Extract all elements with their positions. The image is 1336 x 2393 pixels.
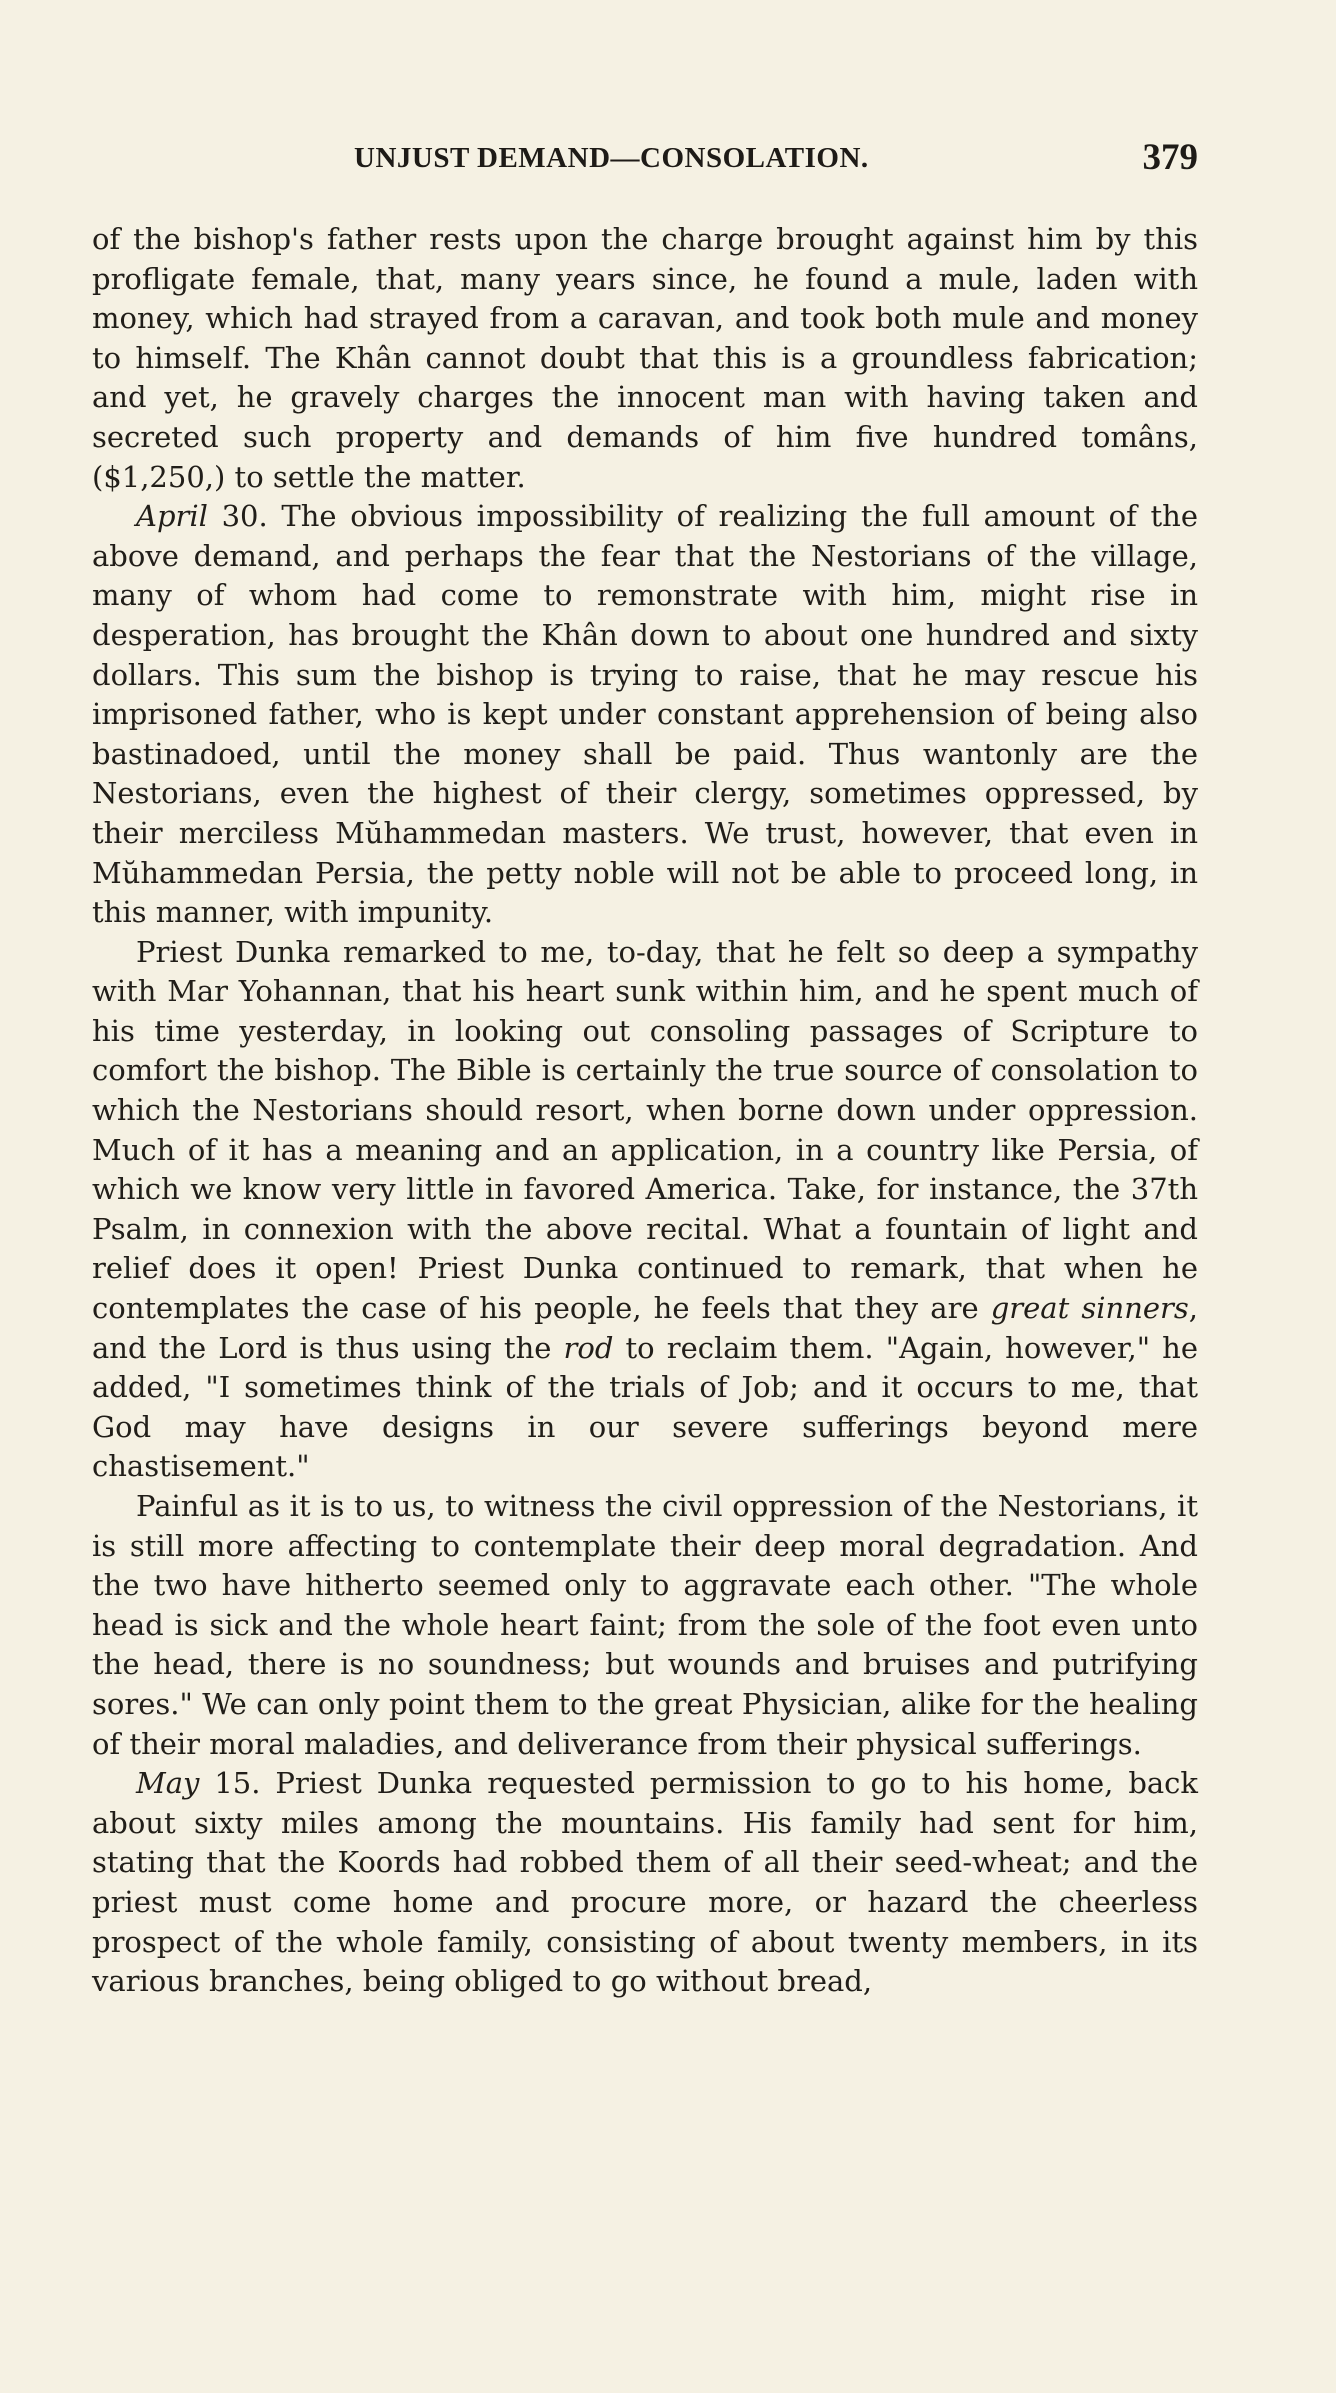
page-number: 379 <box>1142 137 1198 178</box>
entry-date-may: May <box>136 1766 200 1801</box>
paragraph-4: Painful as it is to us, to witness the civil oppression of the Nestorians, it is still more affecting to contemplate their deep moral degradation. And the two have hitherto seemed only to aggravate each other. "The whole head is sick and the whole heart faint; from the sole of the foot even unto the head, there is no soundness; but wounds and bruises and putrifying sores." We can only point them to the great Physician, alike for the healing of their moral maladies, and deliverance from their physical sufferings. <box>92 1489 1198 1761</box>
paragraph-3 <box>92 933 1198 1487</box>
paragraph-1: of the bishop's father rests upon the charge brought against him by this profligate female, that, many years since, he found a mule, laden with money, which had strayed from a caravan, and took both mule and money to himself. The Khân cannot doubt that this is a groundless fabrication; and yet, he gravely charges the innocent man with having taken and secreted such property and demands of him five hundred tomâns, ($1,250,) to settle the matter. <box>92 222 1198 494</box>
paragraph-3-part-b: , and the Lord is thus using the <box>92 1291 1198 1365</box>
paragraph-2 <box>92 497 1198 933</box>
paragraph-5 <box>92 1764 1198 2002</box>
running-title: UNJUST DEMAND—CONSOLATION. <box>354 142 869 174</box>
emphasis-great-sinners: great sinners <box>990 1291 1189 1326</box>
paragraph-3-part-c: to reclaim them. "Again, however," he added, "I sometimes think of the trials of Job; and it occurs to me, that God may have designs in our severe sufferings beyond mere chastisement." <box>92 1330 1198 1484</box>
paragraph-2-text: 30. The obvious impossibility of realizing the full amount of the above demand, and perhaps the fear that the Nestorians of the village, many of whom had come to remonstrate with him, might rise in desperation, has brought the Khân down to about one hundred and sixty dollars. This sum the bishop is trying to raise, that he may rescue his imprisoned father, who is kept under constant apprehension of being also bastinadoed, until the money shall be paid. Thus wantonly are the Nestorians, even the highest of their clergy, sometimes oppressed, by their merciless Mŭhammedan masters. We trust, however, that even in Mŭhammedan Persia, the petty noble will not be able to proceed long, in this manner, with impunity. <box>92 499 1198 930</box>
page-header <box>92 136 1198 186</box>
paragraph-3-part-a: Priest Dunka remarked to me, to-day, that he felt so deep a sympathy with Mar Yohannan, that his heart sunk within him, and he spent much of his time yesterday, in looking out consoling passages of Scripture to comfort the bishop. The Bible is certainly the true source of consolation to which the Nestorians should resort, when borne down under oppression. Much of it has a meaning and an application, in a country like Persia, of which we know very little in favored America. Take, for instance, the 37th Psalm, in connexion with the above recital. What a fountain of light and relief does it open! Priest Dunka continued to remark, that when he contemplates the case of his people, he feels that they are <box>92 934 1198 1326</box>
entry-date-april: April <box>136 499 208 534</box>
body-text <box>92 220 1198 2002</box>
paragraph-5-text: 15. Priest Dunka requested permission to go to his home, back about sixty miles among the mountains. His family had sent for him, stating that the Koords had robbed them of all their seed-wheat; and the priest must come home and procure more, or hazard the cheerless prospect of the whole family, consisting of about twenty members, in its various branches, being obliged to go without bread, <box>92 1766 1198 1999</box>
emphasis-rod: rod <box>563 1330 614 1365</box>
